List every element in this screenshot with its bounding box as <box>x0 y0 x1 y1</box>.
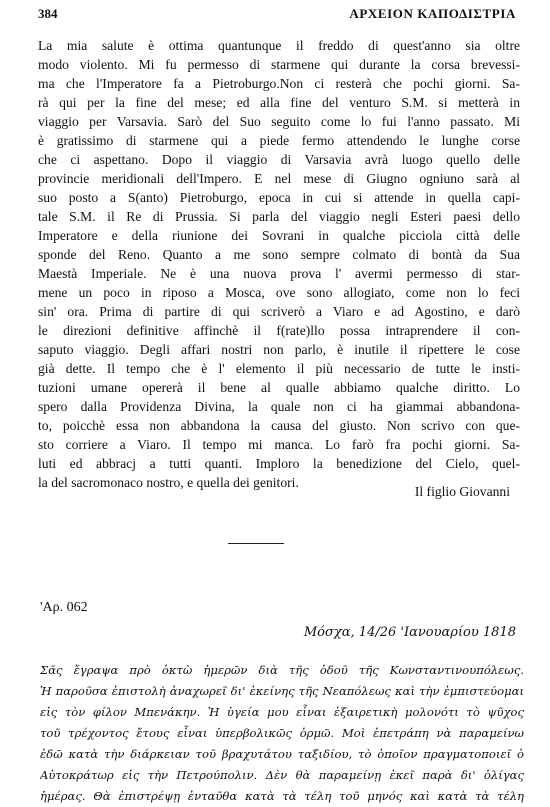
greek-letter-body <box>40 660 524 807</box>
text-line: Ἡ παροῦσα ἐπιστολὴ ἀναχωρεῖ δι' ἐκείνης τῆς Νεαπόλεως καὶ τὴν ἐμπιστεύομαι <box>40 684 524 698</box>
text-line: Imperatore e della riunione dei Sovrani in qualche picciola città delle <box>38 228 520 243</box>
text-line: Αὐτοκράτωρ εἰς τὴν Πετρούπολιν. Δὲν θὰ παραμείνῃ ἐκεῖ παρὰ δι' ὀλίγας <box>40 768 524 782</box>
text-line: τοῦ τρέχοντος ἔτους εἶναι ὑπερβολικῶς ὁρμῶ. Μοὶ ἐπετράπη νὰ παραμείνω <box>40 726 524 740</box>
text-line: rà qui per la fine del mese; ed alla fine del venturo S.M. si metterà in <box>38 95 520 110</box>
text-line: sponde del Reno. Quanto a me sono sempre colmato di bontà da Sua <box>38 247 520 262</box>
text-line: mene un poco in riposo a Mosca, ove sono allogiato, come non lo feci <box>38 285 520 300</box>
signature: Il figlio Giovanni <box>414 484 510 499</box>
text-line: già dette. Il tempo che è l' elemento il più necessario de tutte le insti- <box>38 361 520 376</box>
page-number: 384 <box>38 6 58 21</box>
text-line: to, poicchè essa non abbandona la causa del giusto. Non scrivo con que- <box>38 418 520 433</box>
letter-place-date: Μόσχα, 14/26 'Ιανουαρίου 1818 <box>303 625 516 640</box>
text-line: tale S.M. il Re di Prussia. Si parla del viaggio negli Esteri paesi dello <box>38 209 520 224</box>
text-line: Maestà Imperiale. Ne è una nuova prova l' avermi permesso di star- <box>38 266 520 281</box>
text-line: viaggio per Varsavia. Sarò del Suo seguito come lo fui l'anno passato. Mi <box>38 114 520 129</box>
text-line: luti ed abbracj a tutti quanti. Imploro la benedizione del Cielo, quel- <box>38 456 520 471</box>
running-title: ΑΡΧΕΙΟΝ ΚΑΠΟΔΙΣΤΡΙΑ <box>349 6 516 21</box>
text-line: tuzioni umane opererà il bene al qualle abbiamo qualche diritto. Lo <box>38 380 520 395</box>
text-line: suo posto a S(anto) Pietroburgo, epoca in cui si attende in quella capi- <box>38 190 520 205</box>
text-line: ἡμέρας. Θὰ ἐπιστρέψῃ ἐνταῦθα κατὰ τὰ τέλη τοῦ μηνός καὶ κατὰ τὰ τέλη <box>40 789 524 803</box>
text-line: εἰς τὸν φίλον Μπενάκην. Ἡ ὑγεία μου εἶναι ἐξαιρετικὴ μολονότι τὸ ψῦχος <box>40 705 524 719</box>
page-header <box>38 6 516 24</box>
text-line: provincie meridionali dell'Impero. E nel mese di Giugno ogniuno sarà al <box>38 171 520 186</box>
letter-number: 'Αρ. 062 <box>40 600 88 615</box>
text-line: ἐδῶ κατὰ τὴν διάρκειαν τοῦ βραχυτάτου ταξιδίου, τὸ ὁποῖον πραγματοποιεῖ ὁ <box>40 747 524 761</box>
text-line: modo violento. Mi fu permesso di starmene qui durante la corsa brevessi- <box>38 57 520 72</box>
text-line: La mia salute è ottima quantunque il freddo di quest'anno sia oltre <box>38 38 520 53</box>
italian-letter-body <box>38 36 520 492</box>
text-line: le direzioni definitive affinchè il f(rate)llo possa intraprendere il con- <box>38 323 520 338</box>
text-line: sin' ora. Prima di partire di qui scriverò a Viaro e ad Agostino, e darò <box>38 304 520 319</box>
text-line: spero dalla Providenza Divina, la quale non ci ha giammai abbandona- <box>38 399 520 414</box>
text-line: sto corriere a Viaro. Il tempo mi manca. Lo farò fra pochi giorni. Sa- <box>38 437 520 452</box>
text-line: la del sacromonaco nostro, e quella dei genitori. <box>38 475 299 490</box>
text-line: ma che l'Imperatore fa a Pietroburgo.Non ci resterà che pochi giorni. Sa- <box>38 76 520 91</box>
text-line: è gratissimo di starmene qui a piede fermo attendendo le lunghe corse <box>38 133 520 148</box>
section-divider <box>228 543 284 544</box>
text-line: saputo viaggio. Degli affari nostri non parlo, è inutile il ripettere le cose <box>38 342 520 357</box>
text-line: che ci aspettano. Dopo il viaggio di Varsavia avrà luogo quello delle <box>38 152 520 167</box>
text-line: Σᾶς ἔγραψα πρὸ ὀκτὼ ἡμερῶν διὰ τῆς ὁδοῦ τῆς Κωνσταντινουπόλεως. <box>40 663 524 677</box>
